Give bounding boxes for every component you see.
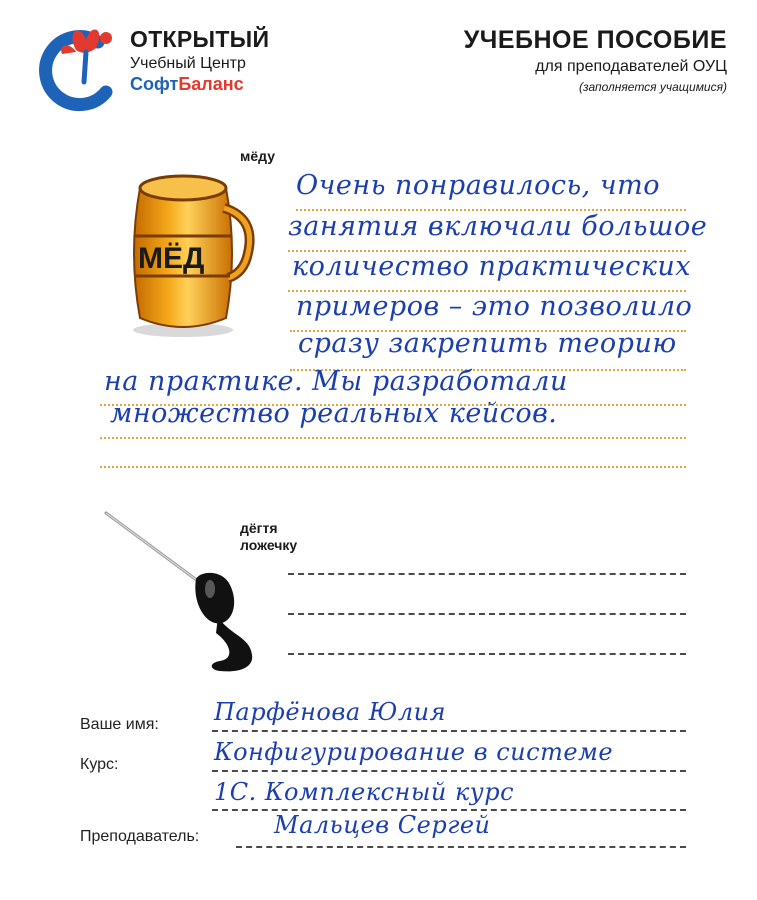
- honey-line-2: занятия включали большое: [288, 211, 708, 242]
- logo-soft: Софт: [130, 74, 179, 94]
- honey-line-3: количество практических: [292, 251, 692, 282]
- course-value-1: Конфигурирование в системе: [214, 738, 614, 766]
- dashed-line: [288, 573, 686, 575]
- honey-line-4: примеров – это позволило: [296, 291, 693, 322]
- course-value-2: 1С. Комплексный курс: [214, 778, 515, 806]
- dashed-line: [212, 730, 686, 732]
- header-title: УЧЕБНОЕ ПОСОБИЕ: [463, 26, 727, 54]
- barrel-text: МЁД: [138, 242, 205, 275]
- logo-icon: [36, 12, 128, 112]
- honey-line-7: множество реальных кейсов.: [110, 398, 558, 429]
- honey-line-1: Очень понравилось, что: [296, 170, 660, 201]
- course-label: Курс:: [80, 756, 119, 773]
- name-value: Парфёнова Юлия: [214, 698, 447, 726]
- dashed-line: [288, 653, 686, 655]
- logo-line-3: [130, 74, 244, 95]
- dashed-line: [236, 846, 686, 848]
- header-note: (заполняется учащимися): [579, 80, 727, 94]
- name-label: Ваше имя:: [80, 716, 159, 733]
- honey-label: мёду: [240, 148, 275, 164]
- dashed-line: [212, 770, 686, 772]
- dashed-line: [288, 613, 686, 615]
- logo-line-2: Учебный Центр: [130, 55, 246, 72]
- teacher-value: Мальцев Сергей: [274, 811, 491, 839]
- dotted-line: [100, 437, 686, 439]
- header-subtitle: для преподавателей ОУЦ: [535, 58, 727, 75]
- logo-balance: Баланс: [178, 74, 244, 94]
- honey-line-5: сразу закрепить теорию: [298, 328, 677, 359]
- logo-line-1: ОТКРЫТЫЙ: [130, 26, 270, 52]
- tar-label-2: ложечку: [240, 537, 298, 553]
- teacher-label: Преподаватель:: [80, 828, 200, 845]
- dotted-line: [100, 466, 686, 468]
- honey-line-6: на практике. Мы разработали: [104, 366, 568, 397]
- tar-label-1: дёгтя: [240, 520, 278, 536]
